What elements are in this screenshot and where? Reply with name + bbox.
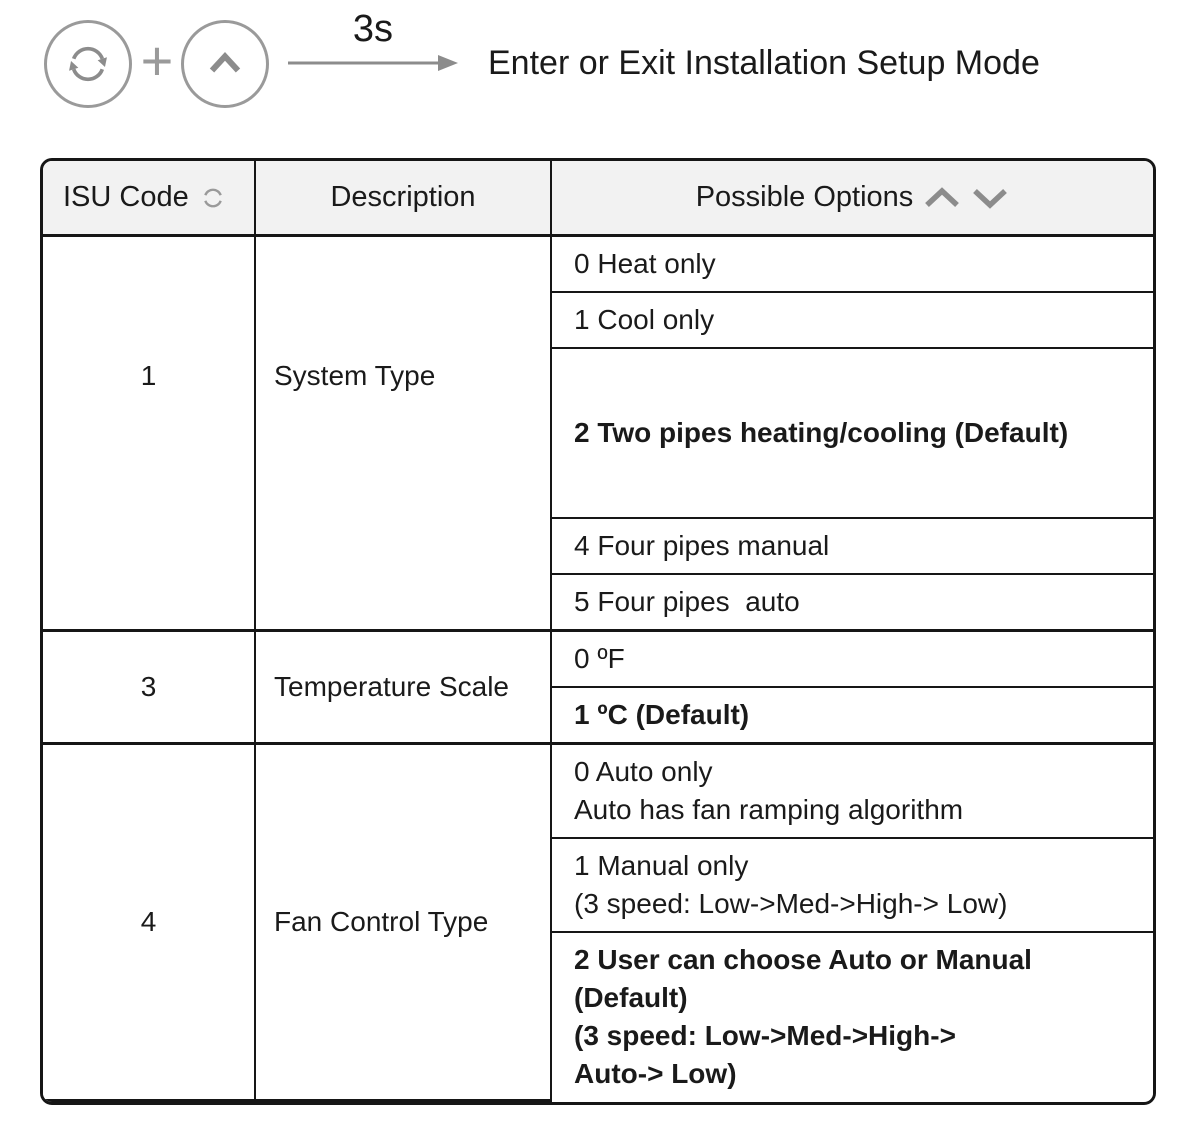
option-line: 0 Auto only bbox=[574, 755, 713, 787]
column-header-possible-options bbox=[551, 161, 1153, 235]
option-cell bbox=[551, 838, 1153, 932]
isu-code-cell: 3 bbox=[43, 630, 255, 743]
option-line: Auto-> Low) bbox=[574, 1057, 737, 1089]
option-line: 2 User can choose Auto or Manual bbox=[574, 943, 1032, 975]
column-header-description bbox=[255, 161, 551, 235]
hold-arrow-icon bbox=[288, 52, 460, 79]
isu-table bbox=[40, 158, 1156, 1105]
option-line: (3 speed: Low->Med->High-> bbox=[574, 1019, 956, 1051]
mode-cycle-icon bbox=[62, 38, 114, 90]
isu-code-cell: 4 bbox=[43, 743, 255, 1101]
option-cell bbox=[551, 235, 1153, 292]
option-line: 4 Four pipes manual bbox=[574, 529, 830, 561]
description-cell: Temperature Scale bbox=[255, 630, 551, 743]
cycle-icon bbox=[199, 184, 227, 212]
column-header-label: Possible Options bbox=[695, 181, 914, 214]
hold-duration: 3s bbox=[352, 8, 394, 50]
option-line: Auto has fan ramping algorithm bbox=[574, 793, 964, 825]
option-line: 0 ºF bbox=[574, 642, 625, 674]
mode-instruction-row bbox=[0, 0, 1188, 150]
table-row bbox=[43, 743, 1153, 838]
chevron-down-icon bbox=[971, 185, 1009, 211]
option-line: 1 ºC (Default) bbox=[574, 698, 750, 730]
option-line: (3 speed: Low->Med->High-> Low) bbox=[574, 887, 1008, 919]
option-line: (Default) bbox=[574, 981, 688, 1013]
option-cell bbox=[551, 348, 1153, 518]
chevron-up-icon bbox=[923, 185, 961, 211]
option-cell bbox=[551, 518, 1153, 574]
option-line: 1 Manual only bbox=[574, 849, 749, 881]
option-cell bbox=[551, 292, 1153, 348]
option-cell bbox=[551, 687, 1153, 744]
option-cell bbox=[551, 932, 1153, 1101]
table-row bbox=[43, 235, 1153, 292]
column-header-isu-code bbox=[43, 161, 255, 235]
column-header-label: Description bbox=[330, 180, 476, 213]
table-header-row bbox=[43, 161, 1153, 235]
description-cell: Fan Control Type bbox=[255, 743, 551, 1101]
option-cell bbox=[551, 743, 1153, 838]
table-row bbox=[43, 630, 1153, 687]
option-line: 1 Cool only bbox=[574, 303, 715, 335]
chevron-up-icon bbox=[199, 38, 251, 90]
option-line: 0 Heat only bbox=[574, 247, 716, 279]
instruction-text: Enter or Exit Installation Setup Mode bbox=[488, 44, 1040, 82]
option-cell bbox=[551, 574, 1153, 631]
option-line: 2 Two pipes heating/cooling (Default) bbox=[574, 416, 1069, 448]
isu-code-cell: 1 bbox=[43, 235, 255, 630]
mode-button bbox=[44, 20, 132, 108]
isu-table-body bbox=[43, 235, 1153, 1101]
description-cell: System Type bbox=[255, 235, 551, 630]
fan-up-button bbox=[181, 20, 269, 108]
option-cell bbox=[551, 630, 1153, 687]
option-line: 5 Four pipes auto bbox=[574, 585, 800, 617]
column-header-label: ISU Code bbox=[63, 181, 189, 214]
plus-separator: + bbox=[140, 29, 174, 92]
